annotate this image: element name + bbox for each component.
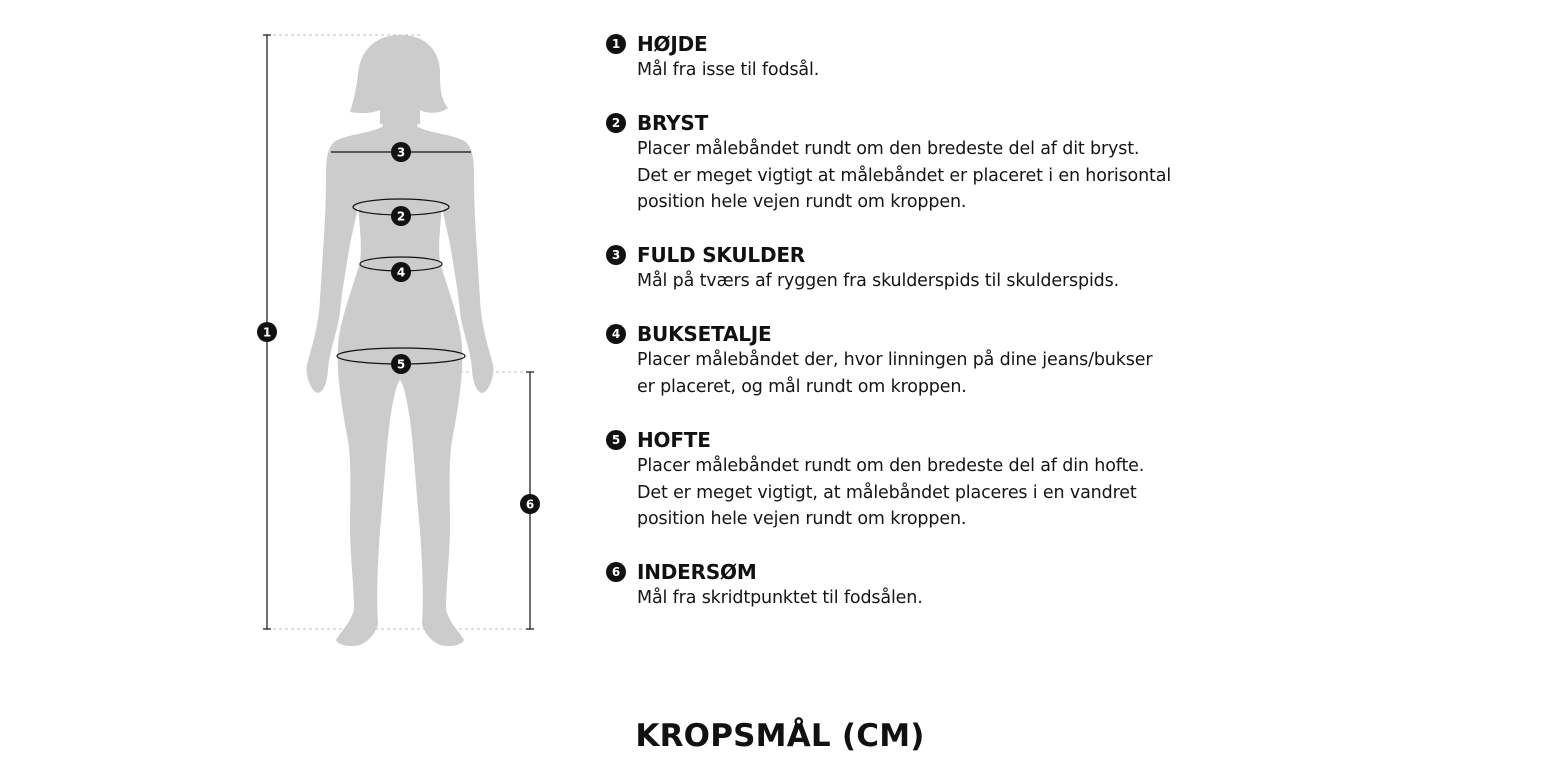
measurement-description: Mål fra isse til fodsål.: [637, 60, 820, 80]
measurement-title: HOFTE: [637, 428, 711, 452]
marker-3: [391, 142, 411, 162]
marker-2: [391, 206, 411, 226]
measurement-title: BUKSETALJE: [637, 322, 772, 346]
marker-4: [391, 262, 411, 282]
measurement-title: BRYST: [637, 111, 709, 135]
measurement-description: Placer målebåndet rundt om den bredeste del af dit bryst. Det er meget vigtigt at målebåndet er placeret i en horisontal position hele vejen rundt om kroppen.: [637, 139, 1172, 212]
measurement-title: FULD SKULDER: [637, 243, 806, 267]
measurement-item-height: [606, 31, 1306, 84]
marker-5: [391, 354, 411, 374]
measurement-item-inseam: [606, 559, 1306, 612]
svg-text:6: 6: [525, 497, 535, 512]
marker-1: [257, 322, 277, 342]
number-badge: 2: [606, 113, 626, 133]
measurement-item-hip: [606, 427, 1306, 533]
number-badge: 4: [606, 324, 626, 344]
measurement-description: Mål fra skridtpunktet til fodsålen.: [637, 588, 923, 608]
marker-6: [520, 494, 540, 514]
measurement-description: Mål på tværs af ryggen fra skulderspids til skulderspids.: [637, 271, 1120, 291]
measurement-item-waist: [606, 321, 1306, 400]
measurement-description: Placer målebåndet rundt om den bredeste del af din hofte. Det er meget vigtigt, at målebåndet placeres i en vandret position hele vejen rundt om kroppen.: [637, 456, 1145, 529]
measurement-description: Placer målebåndet der, hvor linningen på dine jeans/bukser er placeret, og mål rundt om kroppen.: [637, 350, 1153, 397]
body-shape: [307, 126, 494, 646]
female-silhouette: [307, 35, 494, 646]
body-measurement-diagram: [0, 0, 620, 700]
svg-text:2: 2: [396, 209, 406, 224]
number-badge: 3: [606, 245, 626, 265]
number-badge: 5: [606, 430, 626, 450]
measurement-title: INDERSØM: [637, 560, 757, 584]
page-title: KROPSMÅL (CM): [635, 718, 925, 754]
number-badge: 6: [606, 562, 626, 582]
number-badge: 1: [606, 34, 626, 54]
svg-text:5: 5: [396, 357, 406, 372]
measurement-item-chest: [606, 110, 1306, 216]
measurement-title: HØJDE: [637, 32, 708, 56]
svg-text:1: 1: [262, 325, 272, 340]
measurement-item-shoulder: [606, 242, 1306, 295]
svg-text:3: 3: [396, 145, 406, 160]
svg-text:4: 4: [396, 265, 406, 280]
